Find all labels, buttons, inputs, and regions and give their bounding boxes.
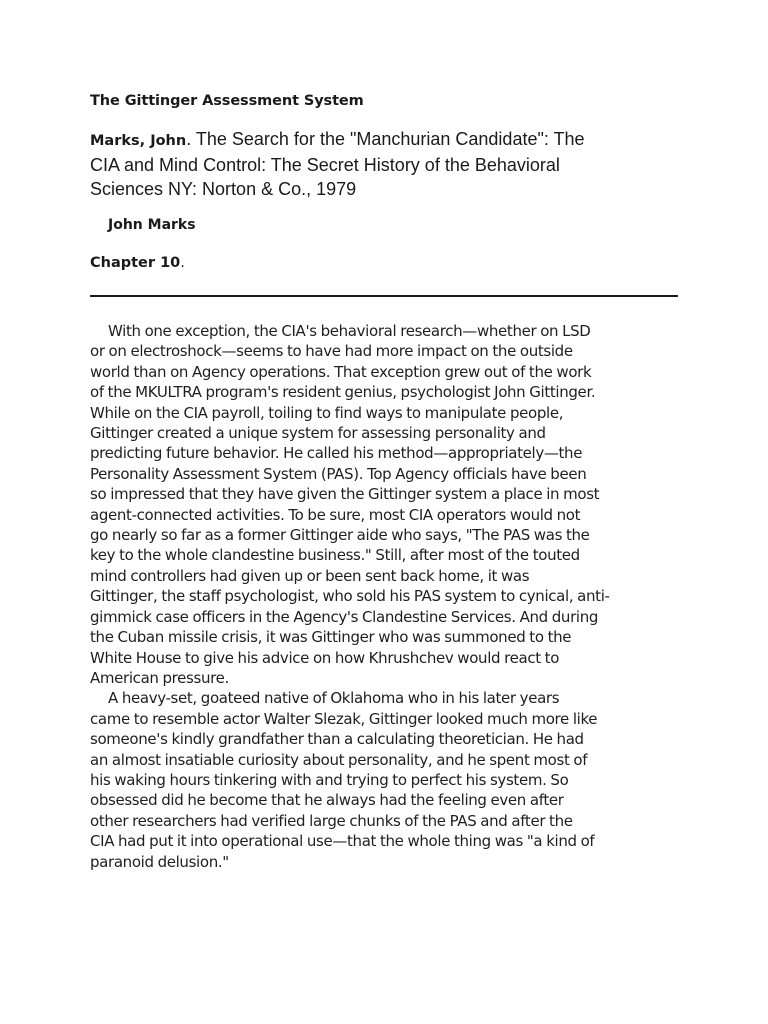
text-line: other researchers had verified large chunks of the PAS and after the (90, 811, 573, 830)
text-line: mind controllers had given up or been sent back home, it was (90, 566, 530, 585)
document-page (90, 90, 680, 872)
text-line: so impressed that they have given the Gittinger system a place in most (90, 485, 600, 504)
text-line: While on the CIA payroll, toiling to find ways to manipulate people, (90, 403, 564, 422)
text-line: Personality Assessment System (PAS). Top Agency officials have been (90, 464, 587, 483)
text-line: A heavy-set, goateed native of Oklahoma who in his later years (108, 689, 560, 708)
text-line: paranoid delusion." (90, 852, 229, 871)
text-line: American pressure. (90, 668, 229, 687)
text-line: White House to give his advice on how Khrushchev would react to (90, 648, 560, 667)
text-line: came to resemble actor Walter Slezak, Gittinger looked much more like (90, 709, 598, 728)
citation (90, 127, 680, 201)
text-line: Gittinger created a unique system for assessing personality and (90, 424, 546, 443)
text-line: world than on Agency operations. That exception grew out of the work (90, 362, 592, 381)
byline: John Marks (108, 217, 196, 233)
document-title: The Gittinger Assessment System (90, 93, 364, 109)
text-line: Gittinger, the staff psychologist, who sold his PAS system to cynical, anti- (90, 587, 610, 606)
citation-author: Marks, John (90, 133, 187, 149)
citation-line-1: . The Search for the "Manchurian Candidate": The (186, 129, 585, 149)
paragraph (90, 321, 680, 688)
text-line: key to the whole clandestine business." Still, after most of the touted (90, 546, 580, 565)
text-line: someone's kindly grandfather than a calculating theoretician. He had (90, 730, 584, 749)
body-text (90, 321, 680, 872)
text-line: agent-connected activities. To be sure, most CIA operators would not (90, 505, 581, 524)
text-line: the Cuban missile crisis, it was Gittinger who was summoned to the (90, 628, 572, 647)
citation-line-3: Sciences NY: Norton & Co., 1979 (90, 179, 357, 199)
text-line: an almost insatiable curiosity about personality, and he spent most of (90, 750, 588, 769)
text-line: With one exception, the CIA's behavioral research—whether on LSD (108, 322, 591, 340)
citation-line-2: CIA and Mind Control: The Secret History of the Behavioral (90, 155, 560, 175)
chapter-label: Chapter 10 (90, 255, 181, 271)
text-line: predicting future behavior. He called his method—appropriately—the (90, 444, 583, 463)
chapter-suffix: . (180, 255, 185, 271)
text-line: gimmick case officers in the Agency's Clandestine Services. And during (90, 607, 599, 626)
text-line: go nearly so far as a former Gittinger aide who says, "The PAS was the (90, 526, 590, 545)
paragraph (90, 688, 680, 872)
text-line: CIA had put it into operational use—that the whole thing was "a kind of (90, 832, 595, 851)
text-line: or on electroshock—seems to have had more impact on the outside (90, 342, 573, 361)
horizontal-rule (90, 295, 678, 297)
text-line: obsessed did he become that he always had the feeling even after (90, 791, 564, 810)
chapter-heading (90, 253, 680, 273)
text-line: his waking hours tinkering with and trying to perfect his system. So (90, 770, 569, 789)
text-line: of the MKULTRA program's resident genius, psychologist John Gittinger. (90, 383, 596, 402)
